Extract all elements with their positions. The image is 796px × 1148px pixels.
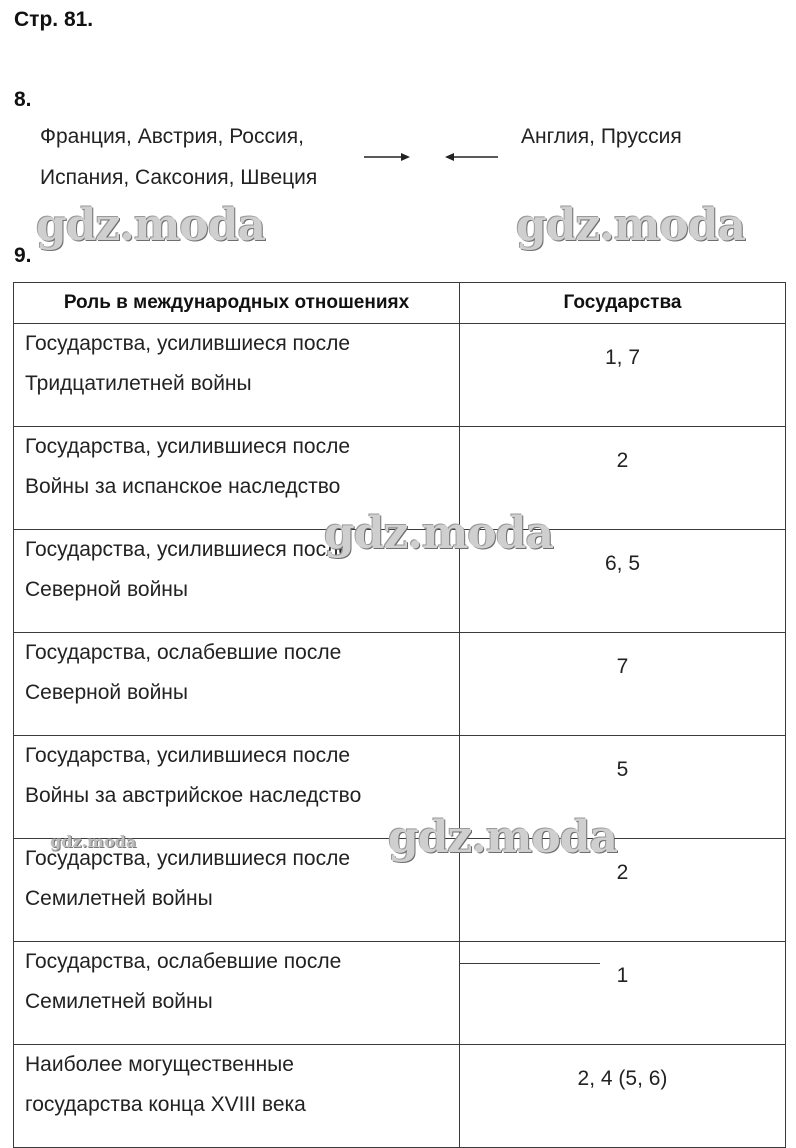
role-line-2: Северной войны <box>25 681 188 704</box>
watermark: gdz.moda <box>36 200 266 251</box>
table-row <box>14 324 786 427</box>
column-header-states: Государства <box>460 283 786 324</box>
task-8-left-line-2: Испания, Саксония, Швеция <box>40 166 318 189</box>
watermark: gdz.moda <box>516 200 746 251</box>
role-line-1: Государства, усилившиеся после <box>25 332 351 355</box>
role-line-1: Наиболее могущественные <box>25 1053 294 1076</box>
column-header-role: Роль в международных отношениях <box>14 283 460 324</box>
role-line-1: Государства, ослабевшие после <box>25 950 342 973</box>
role-line-1: Государства, ослабевшие после <box>25 641 342 664</box>
watermark: gdz.moda <box>324 508 554 559</box>
table-row <box>14 633 786 736</box>
arrow-left-icon <box>444 150 500 164</box>
states-cell: 1, 7 <box>460 324 786 427</box>
role-line-1: Государства, усилившиеся после <box>25 744 351 767</box>
page-title: Стр. 81. <box>14 8 94 31</box>
task-9-number: 9. <box>14 244 32 267</box>
role-line-2: Тридцатилетней войны <box>25 372 252 395</box>
states-cell: 5 <box>460 736 786 839</box>
states-cell: 1 <box>460 942 786 1045</box>
role-cell <box>14 1045 460 1148</box>
table-row <box>14 1045 786 1148</box>
table-row <box>14 942 786 1045</box>
role-cell <box>14 633 460 736</box>
states-cell: 6, 5 <box>460 530 786 633</box>
role-line-2: Войны за испанское наследство <box>25 475 341 498</box>
states-cell: 2, 4 (5, 6) <box>460 1045 786 1148</box>
task-8-left-line-1: Франция, Австрия, Россия, <box>40 125 304 148</box>
answer-table <box>13 282 786 1148</box>
task-8-right-line-1: Англия, Пруссия <box>521 125 682 148</box>
watermark: gdz.moda <box>388 812 618 863</box>
role-line-1: Государства, усилившиеся после <box>25 538 351 561</box>
role-line-2: Северной войны <box>25 578 188 601</box>
states-cell: 2 <box>460 427 786 530</box>
role-line-1: Государства, усилившиеся после <box>25 435 351 458</box>
watermark: gdz.moda <box>50 832 137 851</box>
states-cell: 7 <box>460 633 786 736</box>
role-line-2: государства конца XVIII века <box>25 1093 306 1116</box>
task-8-number: 8. <box>14 88 32 111</box>
table-header-row <box>14 283 786 324</box>
role-cell <box>14 942 460 1045</box>
role-line-2: Семилетней войны <box>25 990 213 1013</box>
role-line-2: Войны за австрийское наследство <box>25 784 362 807</box>
role-line-1: Государства, усилившиеся после <box>25 847 351 870</box>
divider <box>460 963 600 964</box>
states-cell: 2 <box>460 839 786 942</box>
arrow-right-icon <box>364 150 412 164</box>
role-cell <box>14 324 460 427</box>
role-line-2: Семилетней войны <box>25 887 213 910</box>
